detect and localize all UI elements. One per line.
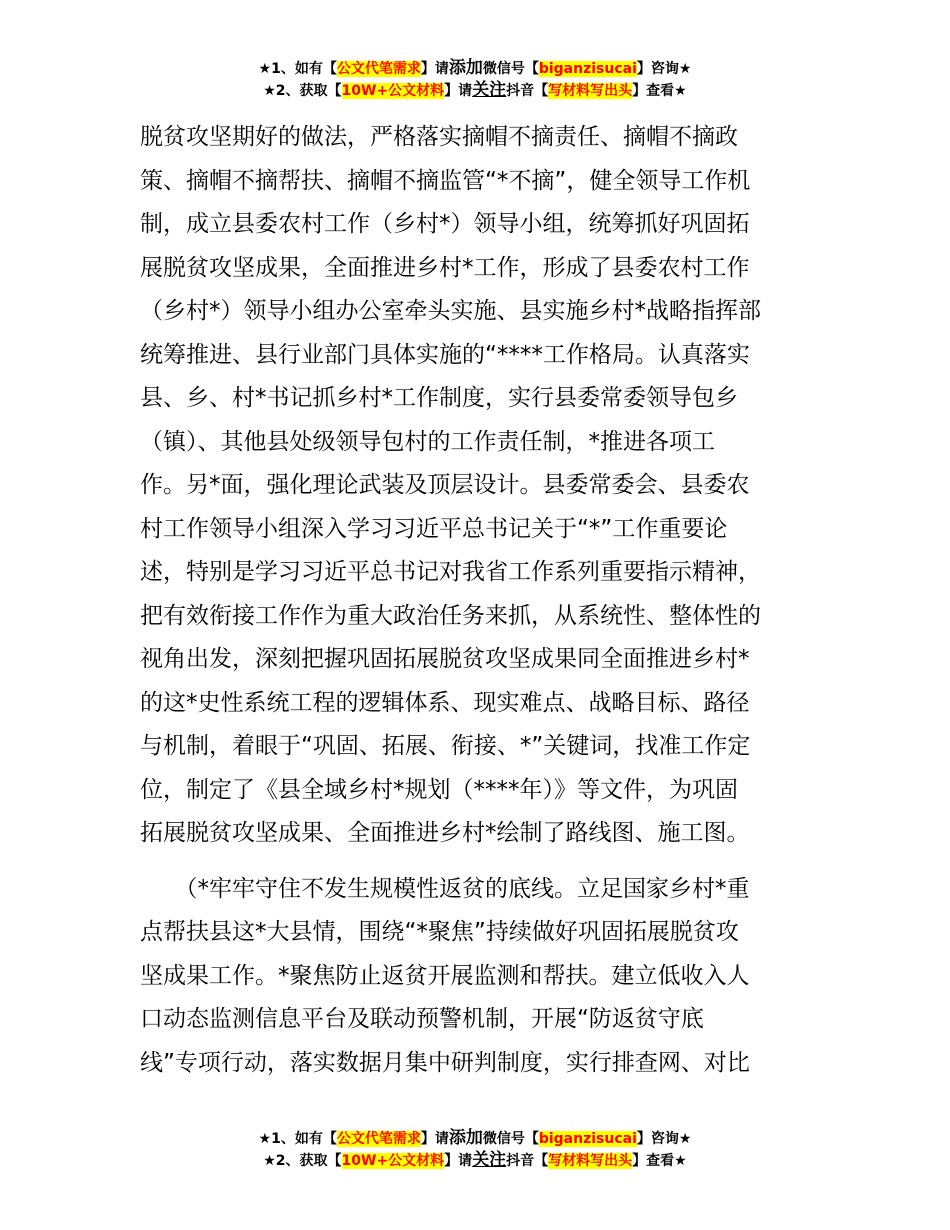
text-line: 把有效衔接工作作为重大政治任务来抓，从系统性、整体性的 — [140, 602, 761, 629]
paragraph-2 — [140, 868, 812, 1086]
paragraph-spacer — [140, 856, 812, 868]
text-line: 线”专项行动，落实数据月集中研判制度，实行排查网、对比 — [140, 1049, 750, 1076]
banner-text: 抖音【 — [506, 1153, 549, 1169]
banner-highlight: 公文代笔需求 — [336, 61, 421, 77]
footer-banner — [0, 1128, 950, 1172]
banner-text: 】查看★ — [632, 1153, 687, 1169]
text-line: 县、乡、村*书记抓乡村*工作制度，实行县委常委领导包乡 — [140, 385, 738, 411]
text-line: 村工作领导小组深入学习习近平总书记关于“*”工作重要论 — [140, 515, 728, 542]
banner-text: 】请 — [420, 61, 449, 77]
text-line: 与机制，着眼于“巩固、拓展、衔接、*”关键词，找准工作定 — [140, 733, 751, 759]
text-line: 视角出发，深刻把握巩固拓展脱贫攻坚成果同全面推进乡村* — [140, 646, 750, 672]
banner-wechat-id: biganzisucai — [538, 61, 637, 77]
banner-text: 微信号【 — [482, 1131, 539, 1147]
banner-highlight: 写材料写出头 — [548, 83, 633, 99]
text-line: 拓展脱贫攻坚成果、全面推进乡村*绘制了路线图、施工图。 — [140, 820, 750, 846]
footer-banner-line-2 — [0, 1150, 950, 1172]
text-line: 制，成立县委农村工作（乡村*）领导小组，统筹抓好巩固拓 — [140, 211, 750, 237]
text-line: 位，制定了《县全域乡村*规划（****年）》等文件，为巩固 — [140, 776, 738, 803]
text-line: 坚成果工作。*聚焦防止返贫开展监测和帮扶。建立低收入人 — [140, 962, 750, 989]
text-line: 脱贫攻坚期好的做法，严格落实摘帽不摘责任、摘帽不摘政 — [140, 124, 738, 150]
banner-emphasis: 关注 — [472, 80, 507, 100]
banner-text: 】请 — [420, 1131, 449, 1147]
banner-text: 】请 — [444, 83, 473, 99]
text-line: 口动态监测信息平台及联动预警机制，开展“防返贫守底 — [140, 1006, 704, 1032]
banner-highlight: 公文代笔需求 — [336, 1131, 421, 1147]
text-line: 作。另*面，强化理论武装及顶层设计。县委常委会、县委农 — [140, 472, 750, 498]
text-line: （乡村*）领导小组办公室牵头实施、县实施乡村*战略指挥部 — [140, 298, 761, 324]
banner-text: 抖音【 — [506, 83, 549, 99]
banner-emphasis: 添加 — [448, 58, 483, 78]
banner-highlight: 10W+公文材料 — [341, 83, 445, 99]
banner-highlight: 10W+公文材料 — [341, 1153, 445, 1169]
banner-text: 】咨询★ — [636, 1131, 692, 1147]
banner-text: ★1、如有【 — [258, 61, 337, 77]
header-banner — [0, 58, 950, 102]
text-line: 述，特别是学习习近平总书记对我省工作系列重要指示精神， — [140, 559, 761, 585]
banner-text: ★2、获取【 — [263, 83, 342, 99]
document-body — [140, 116, 812, 1085]
banner-text: 】查看★ — [632, 83, 687, 99]
text-line: 的这*史性系统工程的逻辑体系、现实难点、战略目标、路径 — [140, 689, 750, 716]
footer-banner-line-1 — [0, 1128, 950, 1150]
banner-emphasis: 关注 — [472, 1150, 507, 1170]
header-banner-line-1 — [0, 58, 950, 80]
paragraph-1 — [140, 116, 812, 856]
banner-text: ★1、如有【 — [258, 1131, 337, 1147]
text-line: 策、摘帽不摘帮扶、摘帽不摘监管“*不摘”，健全领导工作机 — [140, 167, 751, 194]
banner-text: 】请 — [444, 1153, 473, 1169]
text-line: 展脱贫攻坚成果，全面推进乡村*工作，形成了县委农村工作 — [140, 254, 750, 281]
banner-text: ★2、获取【 — [263, 1153, 342, 1169]
banner-highlight: 写材料写出头 — [548, 1153, 633, 1169]
text-line: 统筹推进、县行业部门具体实施的“****工作格局。认真落实 — [140, 341, 750, 368]
banner-wechat-id: biganzisucai — [538, 1131, 637, 1147]
banner-text: 微信号【 — [482, 61, 539, 77]
text-line: （镇）、其他县处级领导包村的工作责任制，*推进各项工 — [140, 428, 715, 455]
banner-text: 】咨询★ — [636, 61, 692, 77]
text-line: （*牢牢守住不发生规模性返贫的底线。立足国家乡村*重 — [140, 875, 750, 902]
banner-emphasis: 添加 — [448, 1128, 483, 1148]
header-banner-line-2 — [0, 80, 950, 102]
text-line: 点帮扶县这*大县情，围绕“*聚焦”持续做好巩固拓展脱贫攻 — [140, 919, 739, 945]
